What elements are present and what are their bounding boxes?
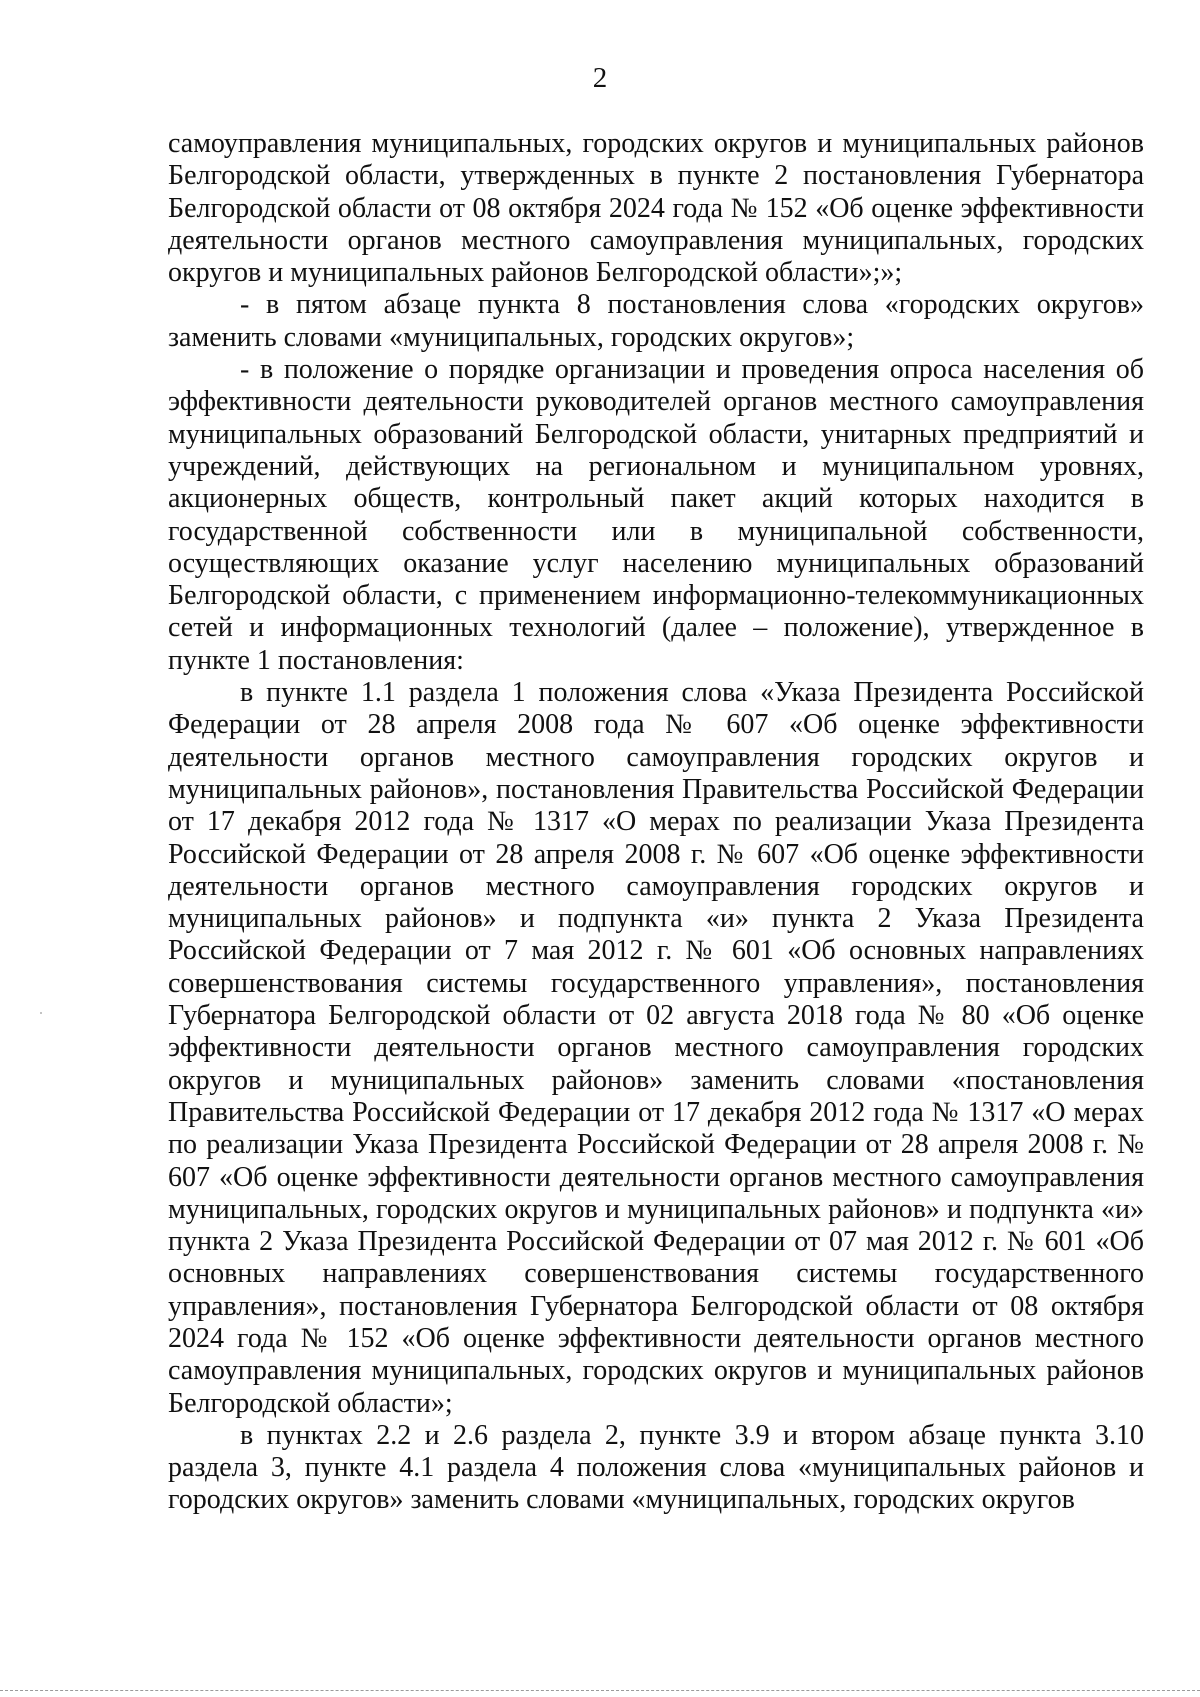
- page-number: 2: [592, 62, 608, 94]
- paragraph-item-regulation: - в положение о порядке организации и проведения опроса населения об эффективности деятельности руководителей органов местного самоуправления муниципальных образований Белгородской области, унитарных предприятий и учреждений, действующих на региональном и муниципальном уровнях, акционерных обществ, контрольный пакет акций которых находится в государственной собственности или в муниципальной собственности, осуществляющих оказание услуг населению муниципальных образований Белгородской области, с применением информационно-телекоммуникационных сетей и информационных технологий (далее – положение), утвержденное в пункте 1 постановления:: [168, 354, 1144, 676]
- scan-bottom-edge: [0, 1690, 1200, 1691]
- paragraph-clause-1-1: в пункте 1.1 раздела 1 положения слова «Указа Президента Российской Федерации от 28 апреля 2008 года № 607 «Об оценке эффективности деятельности органов местного самоуправления городских округов и муниципальных районов», постановления Правительства Российской Федерации от 17 декабря 2012 года № 1317 «О мерах по реализации Указа Президента Российской Федерации от 28 апреля 2008 г. № 607 «Об оценке эффективности деятельности органов местного самоуправления городских округов и муниципальных районов» и подпункта «и» пункта 2 Указа Президента Российской Федерации от 7 мая 2012 г. № 601 «Об основных направлениях совершенствования системы государственного управления», постановления Губернатора Белгородской области от 02 августа 2018 года № 80 «Об оценке эффективности деятельности органов местного самоуправления городских округов и муниципальных районов» заменить словами «постановления Правительства Российской Федерации от 17 декабря 2012 года № 1317 «О мерах по реализации Указа Президента Российской Федерации от 28 апреля 2008 г. № 607 «Об оценке эффективности деятельности органов местного самоуправления муниципальных, городских округов и муниципальных районов» и подпункта «и» пункта 2 Указа Президента Российской Федерации от 07 мая 2012 г. № 601 «Об основных направлениях совершенствования системы государственного управления», постановления Губернатора Белгородской области от 08 октября 2024 года № 152 «Об оценке эффективности деятельности органов местного самоуправления муниципальных, городских округов и муниципальных районов Белгородской области»;: [168, 677, 1144, 1419]
- paragraph-clauses-2-2-2-6: в пунктах 2.2 и 2.6 раздела 2, пункте 3.9 и втором абзаце пункта 3.10 раздела 3, пункте 4.1 раздела 4 положения слова «муниципальных районов и городских округов» заменить словами «муниципальных, городских округов: [168, 1419, 1144, 1516]
- scan-artifact-dot: [40, 1012, 42, 1014]
- paragraph-continuation: самоуправления муниципальных, городских округов и муниципальных районов Белгородской области, утвержденных в пункте 2 постановления Губернатора Белгородской области от 08 октября 2024 года № 152 «Об оценке эффективности деятельности органов местного самоуправления муниципальных, городских округов и муниципальных районов Белгородской области»;»;: [168, 128, 1144, 289]
- paragraph-item-fifth-paragraph: - в пятом абзаце пункта 8 постановления слова «городских округов» заменить словами «муниципальных, городских округов»;: [168, 289, 1144, 353]
- document-body: [168, 128, 1144, 1517]
